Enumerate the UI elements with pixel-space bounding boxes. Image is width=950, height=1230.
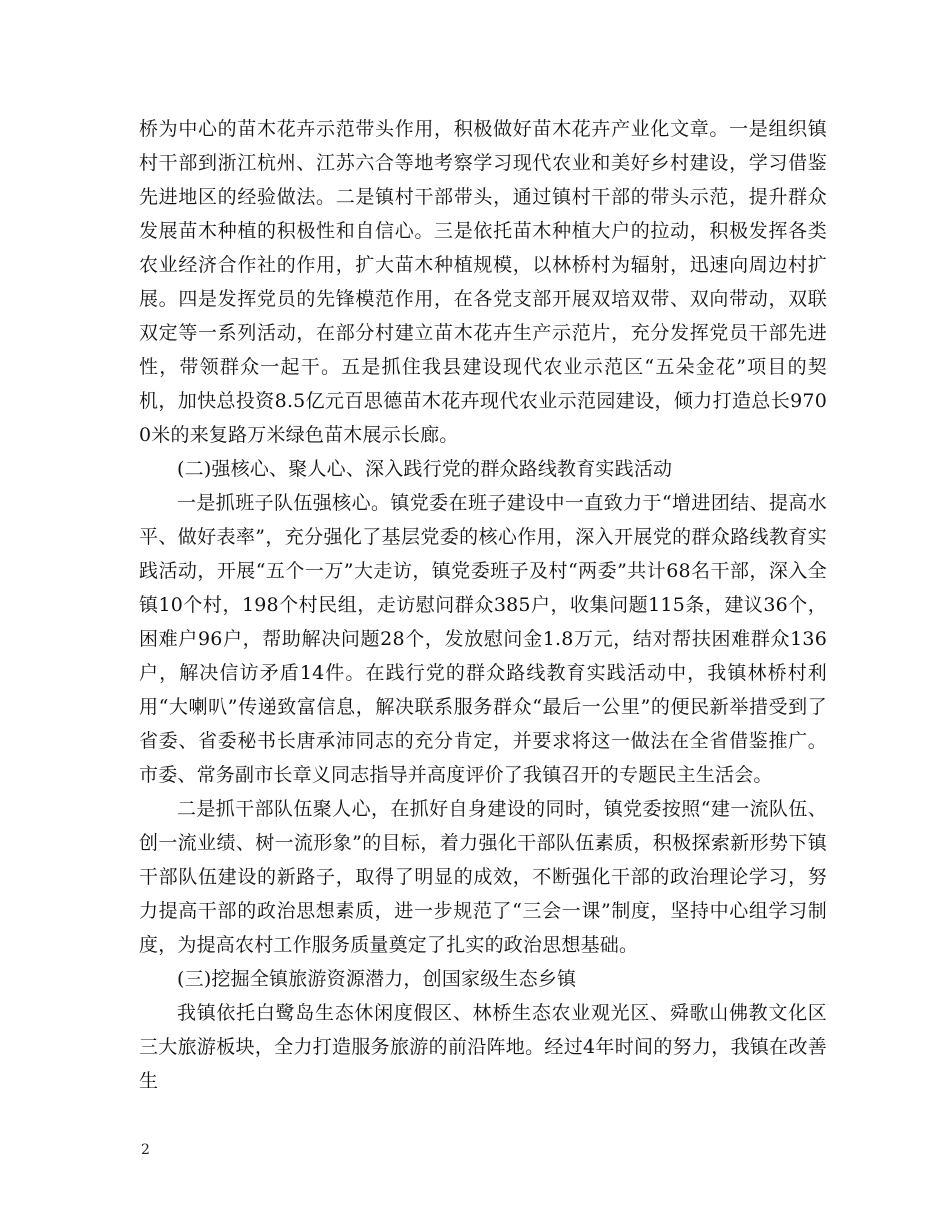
section-heading-two: (二)强核心、聚人心、深入践行党的群众路线教育实践活动 xyxy=(177,458,673,480)
paragraph-leadership-core: 一是抓班子队伍强核心。镇党委在班子建设中一直致力于“增进团结、提高水平、做好表率”，充分强化了基层党委的核心作用，深入开展党的群众路线教育实践活动，开展“五个一万”大走访，镇党委班子及村“两委”共计68名干部，深入全镇10个村，198个村民组，走访慰问群众385户，收集问题115条，建议36个，困难户96户，帮助解决问题28个，发放慰问金1.8万元，结对帮扶困难群众136户，解决信访矛盾14件。在践行党的群众路线教育实践活动中，我镇林桥村利用“大喇叭”传递致富信息，解决联系服务群众“最后一公里”的便民新举措受到了省委、省委秘书长唐承沛同志的充分肯定，并要求将这一做法在全省借鉴推广。市委、常务副市长章义同志指导并高度评价了我镇召开的专题民主生活会。 xyxy=(139,492,827,786)
paragraph-tourism: 我镇依托白鹭岛生态休闲度假区、林桥生态农业观光区、舜歌山佛教文化区三大旅游板块，全力打造服务旅游的前沿阵地。经过4年时间的努力，我镇在改善生 xyxy=(139,1002,827,1092)
section-heading-three: (三)挖掘全镇旅游资源潜力，创国家级生态乡镇 xyxy=(177,968,577,990)
paragraph-cadre-team: 二是抓干部队伍聚人心，在抓好自身建设的同时，镇党委按照“建一流队伍、创一流业绩、树一流形象”的目标，着力强化干部队伍素质，积极探索新形势下镇干部队伍建设的新路子，取得了明显的成效，不断强化干部的政治理论学习，努力提高干部的政治思想素质，进一步规范了“三会一课”制度，坚持中心组学习制度，为提高农村工作服务质量奠定了扎实的政治思想基础。 xyxy=(139,798,827,956)
page-number: 2 xyxy=(141,1142,150,1158)
paragraph-nursery-industry: 桥为中心的苗木花卉示范带头作用，积极做好苗木花卉产业化文章。一是组织镇村干部到浙江杭州、江苏六合等地考察学习现代农业和美好乡村建设，学习借鉴先进地区的经验做法。二是镇村干部带头，通过镇村干部的带头示范，提升群众发展苗木种植的积极性和自信心。三是依托苗木种植大户的拉动，积极发挥各类农业经济合作社的作用，扩大苗木种植规模，以林桥村为辐射，迅速向周边村扩展。四是发挥党员的先锋模范作用，在各党支部开展双培双带、双向带动，双联双定等一系列活动，在部分村建立苗木花卉生产示范片，充分发挥党员干部先进性，带领群众一起干。五是抓住我县建设现代农业示范区“五朵金花”项目的契机，加快总投资8.5亿元百思德苗木花卉现代农业示范园建设，倾力打造总长9700米的来复路万米绿色苗木展示长廊。 xyxy=(139,118,827,446)
document-page xyxy=(139,112,827,1098)
